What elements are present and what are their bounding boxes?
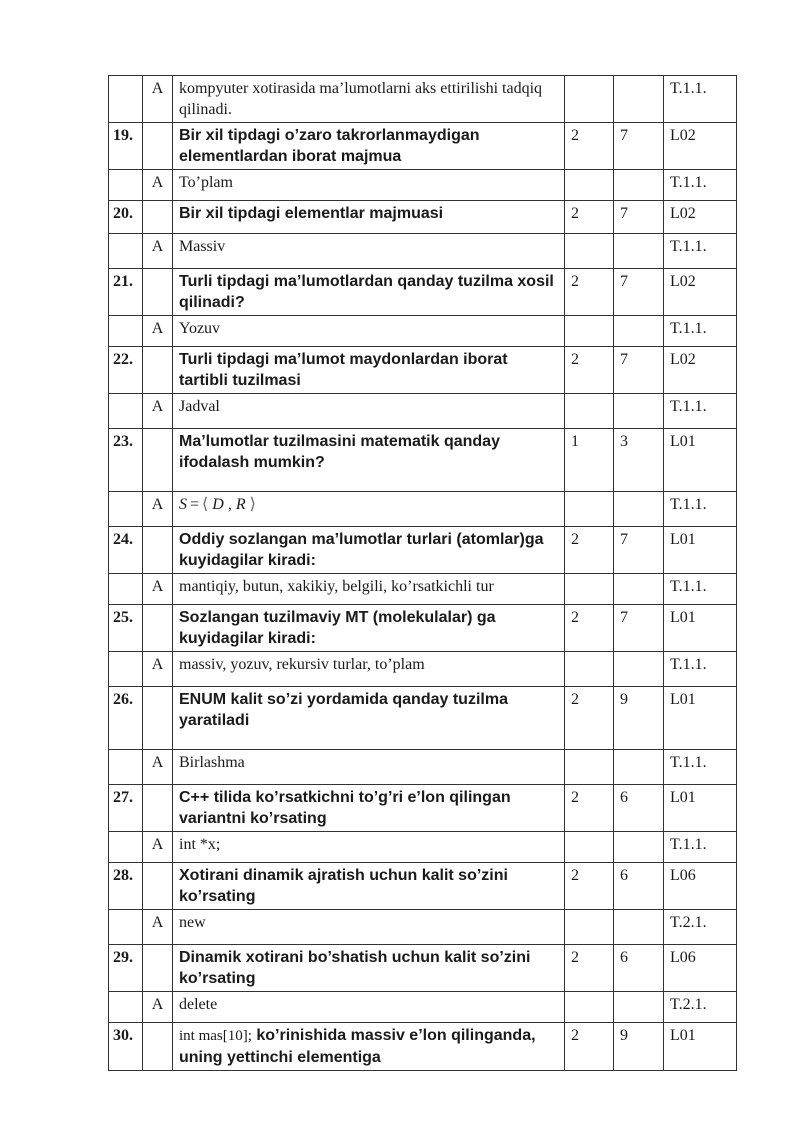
question-number-empty: [109, 574, 143, 605]
answer-letter: A: [143, 76, 173, 123]
answer-text: kompyuter xotirasida ma’lumotlarni aks ettirilishi tadqiq qilinadi.: [173, 76, 565, 123]
difficulty-empty: [565, 992, 614, 1023]
question-number: 25.: [109, 605, 143, 652]
formula: [179, 496, 256, 513]
points-value: 7: [614, 201, 664, 234]
question-number-empty: [109, 652, 143, 687]
question-row: [109, 123, 737, 170]
points-empty: [614, 234, 664, 269]
question-row: [109, 1023, 737, 1071]
topic-code: L01: [664, 687, 737, 750]
points-value: 7: [614, 347, 664, 394]
question-text: C++ tilida ko’rsatkichni to’g’ri e’lon qilingan variantni ko’rsating: [173, 785, 565, 832]
question-number-empty: [109, 394, 143, 429]
difficulty-value: 2: [565, 269, 614, 316]
points-empty: [614, 910, 664, 945]
question-row: [109, 347, 737, 394]
question-row: [109, 863, 737, 910]
difficulty-value: 2: [565, 863, 614, 910]
difficulty-empty: [565, 574, 614, 605]
question-text: Dinamik xotirani bo’shatish uchun kalit so’zini ko’rsating: [173, 945, 565, 992]
difficulty-value: 2: [565, 527, 614, 574]
formula-bracket: ⟨: [202, 496, 213, 513]
difficulty-empty: [565, 492, 614, 527]
topic-code: T.2.1.: [664, 992, 737, 1023]
difficulty-empty: [565, 750, 614, 785]
topic-code: T.1.1.: [664, 652, 737, 687]
answer-letter-cell: [143, 863, 173, 910]
difficulty-value: 2: [565, 347, 614, 394]
difficulty-value: 1: [565, 429, 614, 492]
question-number: 20.: [109, 201, 143, 234]
question-row: [109, 527, 737, 574]
topic-code: L01: [664, 527, 737, 574]
question-row: [109, 785, 737, 832]
answer-letter-cell: [143, 123, 173, 170]
answer-row: [109, 652, 737, 687]
answer-letter-cell: [143, 527, 173, 574]
question-text: [173, 1023, 565, 1071]
points-value: 7: [614, 269, 664, 316]
points-value: 3: [614, 429, 664, 492]
question-number-empty: [109, 832, 143, 863]
question-table-body: [109, 76, 737, 1071]
answer-row: [109, 750, 737, 785]
answer-row: [109, 316, 737, 347]
topic-code: L02: [664, 269, 737, 316]
answer-letter-cell: [143, 1023, 173, 1071]
answer-row: [109, 910, 737, 945]
difficulty-value: 2: [565, 687, 614, 750]
points-empty: [614, 170, 664, 201]
inline-code-snippet: int mas[10];: [179, 1028, 252, 1044]
question-number: 29.: [109, 945, 143, 992]
points-value: 7: [614, 527, 664, 574]
answer-letter: A: [143, 492, 173, 527]
question-number: 21.: [109, 269, 143, 316]
points-value: 6: [614, 945, 664, 992]
question-number: 24.: [109, 527, 143, 574]
question-number-empty: [109, 492, 143, 527]
difficulty-empty: [565, 170, 614, 201]
points-empty: [614, 76, 664, 123]
question-number-empty: [109, 76, 143, 123]
question-number: 28.: [109, 863, 143, 910]
answer-letter-cell: [143, 429, 173, 492]
difficulty-value: 2: [565, 1023, 614, 1071]
answer-row: [109, 992, 737, 1023]
answer-row: [109, 832, 737, 863]
answer-row: [109, 234, 737, 269]
points-value: 6: [614, 863, 664, 910]
topic-code: T.1.1.: [664, 76, 737, 123]
answer-text: Yozuv: [173, 316, 565, 347]
answer-text: new: [173, 910, 565, 945]
points-value: 9: [614, 687, 664, 750]
difficulty-empty: [565, 234, 614, 269]
topic-code: T.1.1.: [664, 832, 737, 863]
answer-letter: A: [143, 394, 173, 429]
question-text: Xotirani dinamik ajratish uchun kalit so’zini ko’rsating: [173, 863, 565, 910]
difficulty-empty: [565, 832, 614, 863]
answer-letter-cell: [143, 269, 173, 316]
answer-text: [173, 492, 565, 527]
answer-text: int *x;: [173, 832, 565, 863]
points-empty: [614, 652, 664, 687]
topic-code: L01: [664, 429, 737, 492]
question-text: ENUM kalit so’zi yordamida qanday tuzilma yaratiladi: [173, 687, 565, 750]
question-text-tail: ko’rinishida massiv e’lon qilinganda, uning yettinchi elementiga: [179, 1027, 536, 1066]
answer-text: massiv, yozuv, rekursiv turlar, to’plam: [173, 652, 565, 687]
answer-text: delete: [173, 992, 565, 1023]
answer-letter-cell: [143, 785, 173, 832]
points-empty: [614, 574, 664, 605]
question-number: 22.: [109, 347, 143, 394]
question-row: [109, 687, 737, 750]
difficulty-empty: [565, 316, 614, 347]
answer-text: To’plam: [173, 170, 565, 201]
topic-code: L01: [664, 1023, 737, 1071]
question-number-empty: [109, 170, 143, 201]
difficulty-value: 2: [565, 945, 614, 992]
question-row: [109, 269, 737, 316]
topic-code: T.1.1.: [664, 574, 737, 605]
question-text: Bir xil tipdagi elementlar majmuasi: [173, 201, 565, 234]
question-number-empty: [109, 234, 143, 269]
difficulty-empty: [565, 652, 614, 687]
formula-equals: =: [190, 496, 200, 513]
difficulty-empty: [565, 910, 614, 945]
question-number: 23.: [109, 429, 143, 492]
topic-code: L01: [664, 605, 737, 652]
question-text: Ma’lumotlar tuzilmasini matematik qanday ifodalash mumkin?: [173, 429, 565, 492]
answer-letter-cell: [143, 945, 173, 992]
difficulty-value: 2: [565, 785, 614, 832]
topic-code: T.1.1.: [664, 316, 737, 347]
question-table: [108, 75, 737, 1071]
points-empty: [614, 394, 664, 429]
answer-letter-cell: [143, 687, 173, 750]
topic-code: T.1.1.: [664, 170, 737, 201]
question-row: [109, 201, 737, 234]
question-row: [109, 605, 737, 652]
answer-letter-cell: [143, 347, 173, 394]
answer-letter: A: [143, 234, 173, 269]
topic-code: T.1.1.: [664, 492, 737, 527]
question-text: Turli tipdagi ma’lumot maydonlardan iborat tartibli tuzilmasi: [173, 347, 565, 394]
points-empty: [614, 832, 664, 863]
answer-letter: A: [143, 992, 173, 1023]
points-empty: [614, 992, 664, 1023]
question-text: Turli tipdagi ma’lumotlardan qanday tuzilma xosil qilinadi?: [173, 269, 565, 316]
answer-row: [109, 394, 737, 429]
points-value: 6: [614, 785, 664, 832]
formula-lhs: S: [179, 496, 187, 513]
topic-code: L02: [664, 201, 737, 234]
topic-code: T.1.1.: [664, 750, 737, 785]
answer-letter: A: [143, 170, 173, 201]
question-number: 19.: [109, 123, 143, 170]
topic-code: L02: [664, 123, 737, 170]
answer-letter: A: [143, 316, 173, 347]
question-number: 27.: [109, 785, 143, 832]
points-value: 7: [614, 123, 664, 170]
question-text: Oddiy sozlangan ma’lumotlar turlari (atomlar)ga kuyidagilar kiradi:: [173, 527, 565, 574]
answer-text: Birlashma: [173, 750, 565, 785]
question-number-empty: [109, 992, 143, 1023]
question-number-empty: [109, 316, 143, 347]
formula-bracket: ⟩: [245, 496, 256, 513]
answer-letter: A: [143, 910, 173, 945]
answer-letter: A: [143, 574, 173, 605]
question-text: Sozlangan tuzilmaviy MT (molekulalar) ga kuyidagilar kiradi:: [173, 605, 565, 652]
topic-code: T.1.1.: [664, 234, 737, 269]
answer-letter-cell: [143, 201, 173, 234]
formula-body: D , R: [212, 496, 246, 513]
topic-code: T.1.1.: [664, 394, 737, 429]
question-text: Bir xil tipdagi o’zaro takrorlanmaydigan elementlardan iborat majmua: [173, 123, 565, 170]
difficulty-empty: [565, 76, 614, 123]
topic-code: L02: [664, 347, 737, 394]
topic-code: T.2.1.: [664, 910, 737, 945]
answer-letter: A: [143, 652, 173, 687]
points-empty: [614, 316, 664, 347]
points-empty: [614, 492, 664, 527]
topic-code: L06: [664, 945, 737, 992]
answer-row: [109, 76, 737, 123]
points-value: 7: [614, 605, 664, 652]
answer-row: [109, 574, 737, 605]
difficulty-value: 2: [565, 123, 614, 170]
answer-row: [109, 492, 737, 527]
answer-letter: A: [143, 750, 173, 785]
answer-letter-cell: [143, 605, 173, 652]
question-number-empty: [109, 910, 143, 945]
answer-letter: A: [143, 832, 173, 863]
answer-row: [109, 170, 737, 201]
answer-text: Jadval: [173, 394, 565, 429]
topic-code: L01: [664, 785, 737, 832]
question-number-empty: [109, 750, 143, 785]
topic-code: L06: [664, 863, 737, 910]
difficulty-value: 2: [565, 201, 614, 234]
points-empty: [614, 750, 664, 785]
points-value: 9: [614, 1023, 664, 1071]
difficulty-empty: [565, 394, 614, 429]
difficulty-value: 2: [565, 605, 614, 652]
question-number: 26.: [109, 687, 143, 750]
question-row: [109, 429, 737, 492]
question-number: 30.: [109, 1023, 143, 1071]
answer-text: Massiv: [173, 234, 565, 269]
answer-text: mantiqiy, butun, xakikiy, belgili, ko’rsatkichli tur: [173, 574, 565, 605]
question-row: [109, 945, 737, 992]
